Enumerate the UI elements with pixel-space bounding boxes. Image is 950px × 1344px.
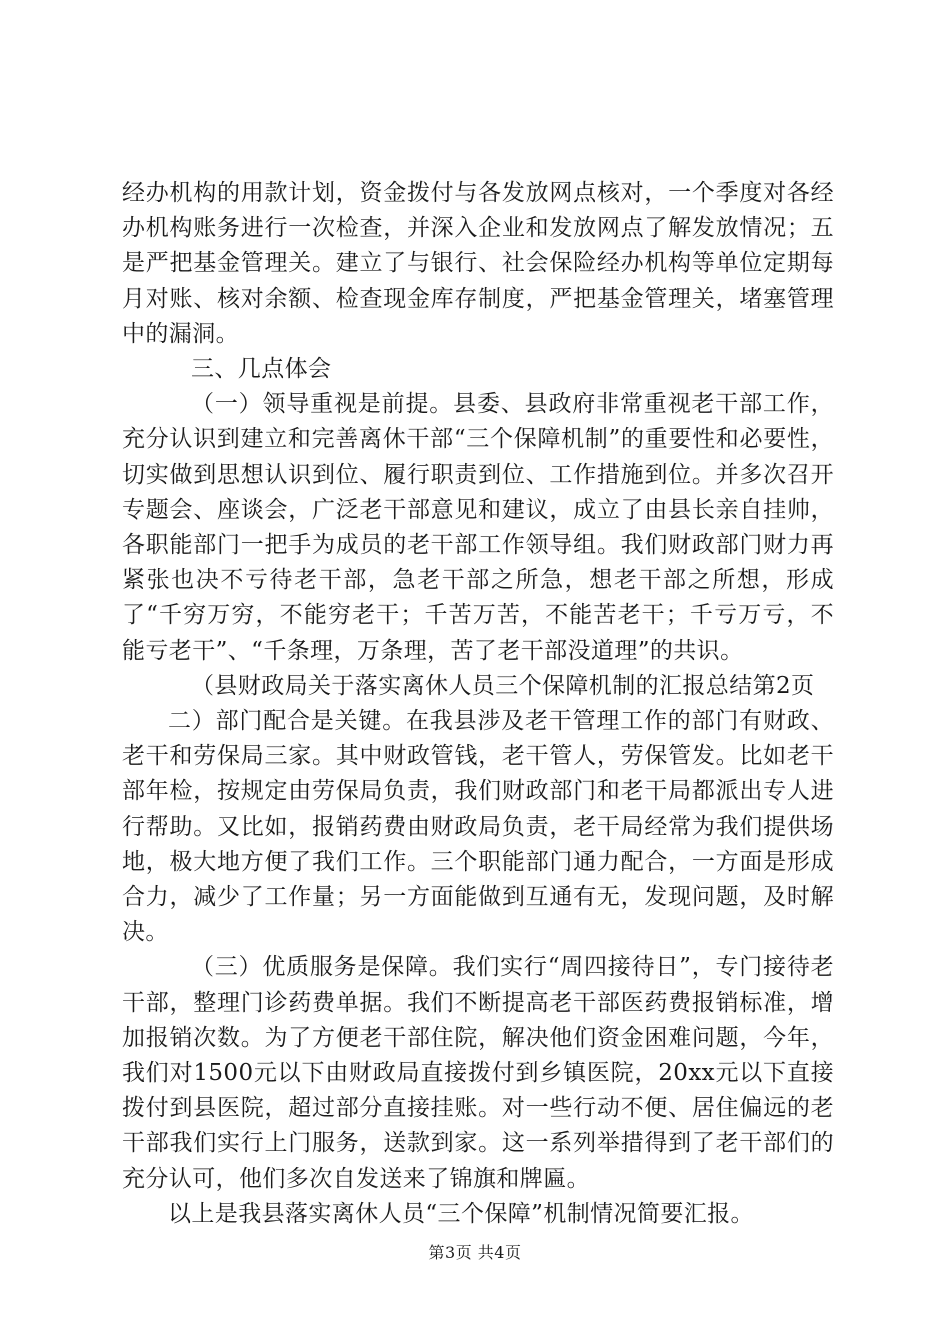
paragraph-department-cooperation: 二）部门配合是关键。在我县涉及老干管理工作的部门有财政、老干和劳保局三家。其中财政管钱，老干管人，劳保管发。比如老干部年检，按规定由劳保局负责，我们财政部门和老干局都派出专人进行帮助。又比如，报销药费由财政局负责，老干局经常为我们提供场地，极大地方便了我们工作。三个职能部门通力配合，一方面是形成合力，减少了工作量；另一方面能做到互通有无，发现问题，及时解决。 <box>122 708 834 946</box>
paragraph-quality-service: （三）优质服务是保障。我们实行“周四接待日”，专门接待老干部，整理门诊药费单据。我们不断提高老干部医药费报销标准，增加报销次数。为了方便老干部住院，解决他们资金困难问题，今年，我们对1500元以下由财政局直接拨付到乡镇医院，20xx元以下直接拨付到县医院，超过部分直接挂账。对一些行动不便、居住偏远的老干部我们实行上门服务，送款到家。这一系列举措得到了老干部们的充分认可，他们多次自发送来了锦旗和牌匾。 <box>122 954 834 1192</box>
paragraph-title-page-note: （县财政局关于落实离休人员三个保障机制的汇报总结第2页 <box>191 672 815 699</box>
page-footer: 第3页 共4页 <box>428 1243 522 1262</box>
paragraph-conclusion: 以上是我县落实离休人员“三个保障”机制情况简要汇报。 <box>168 1200 754 1227</box>
document-body <box>122 176 834 1232</box>
paragraph-leadership: （一）领导重视是前提。县委、县政府非常重视老干部工作，充分认识到建立和完善离休干部“三个保障机制”的重要性和必要性，切实做到思想认识到位、履行职责到位、工作措施到位。并多次召开专题会、座谈会，广泛老干部意见和建议，成立了由县长亲自挂帅，各职能部门一把手为成员的老干部工作领导组。我们财政部门财力再紧张也决不亏待老干部，急老干部之所急，想老干部之所想，形成了“千穷万穷，不能穷老干；千苦万苦，不能苦老干；千亏万亏，不能亏老干”、“千条理，万条理，苦了老干部没道理”的共识。 <box>122 391 834 664</box>
paragraph-fund-management: 经办机构的用款计划，资金拨付与各发放网点核对，一个季度对各经办机构账务进行一次检查，并深入企业和发放网点了解发放情况；五是严把基金管理关。建立了与银行、社会保险经办机构等单位定期每月对账、核对余额、检查现金库存制度，严把基金管理关，堵塞管理中的漏洞。 <box>122 180 834 347</box>
section-heading-experience: 三、几点体会 <box>191 356 332 383</box>
